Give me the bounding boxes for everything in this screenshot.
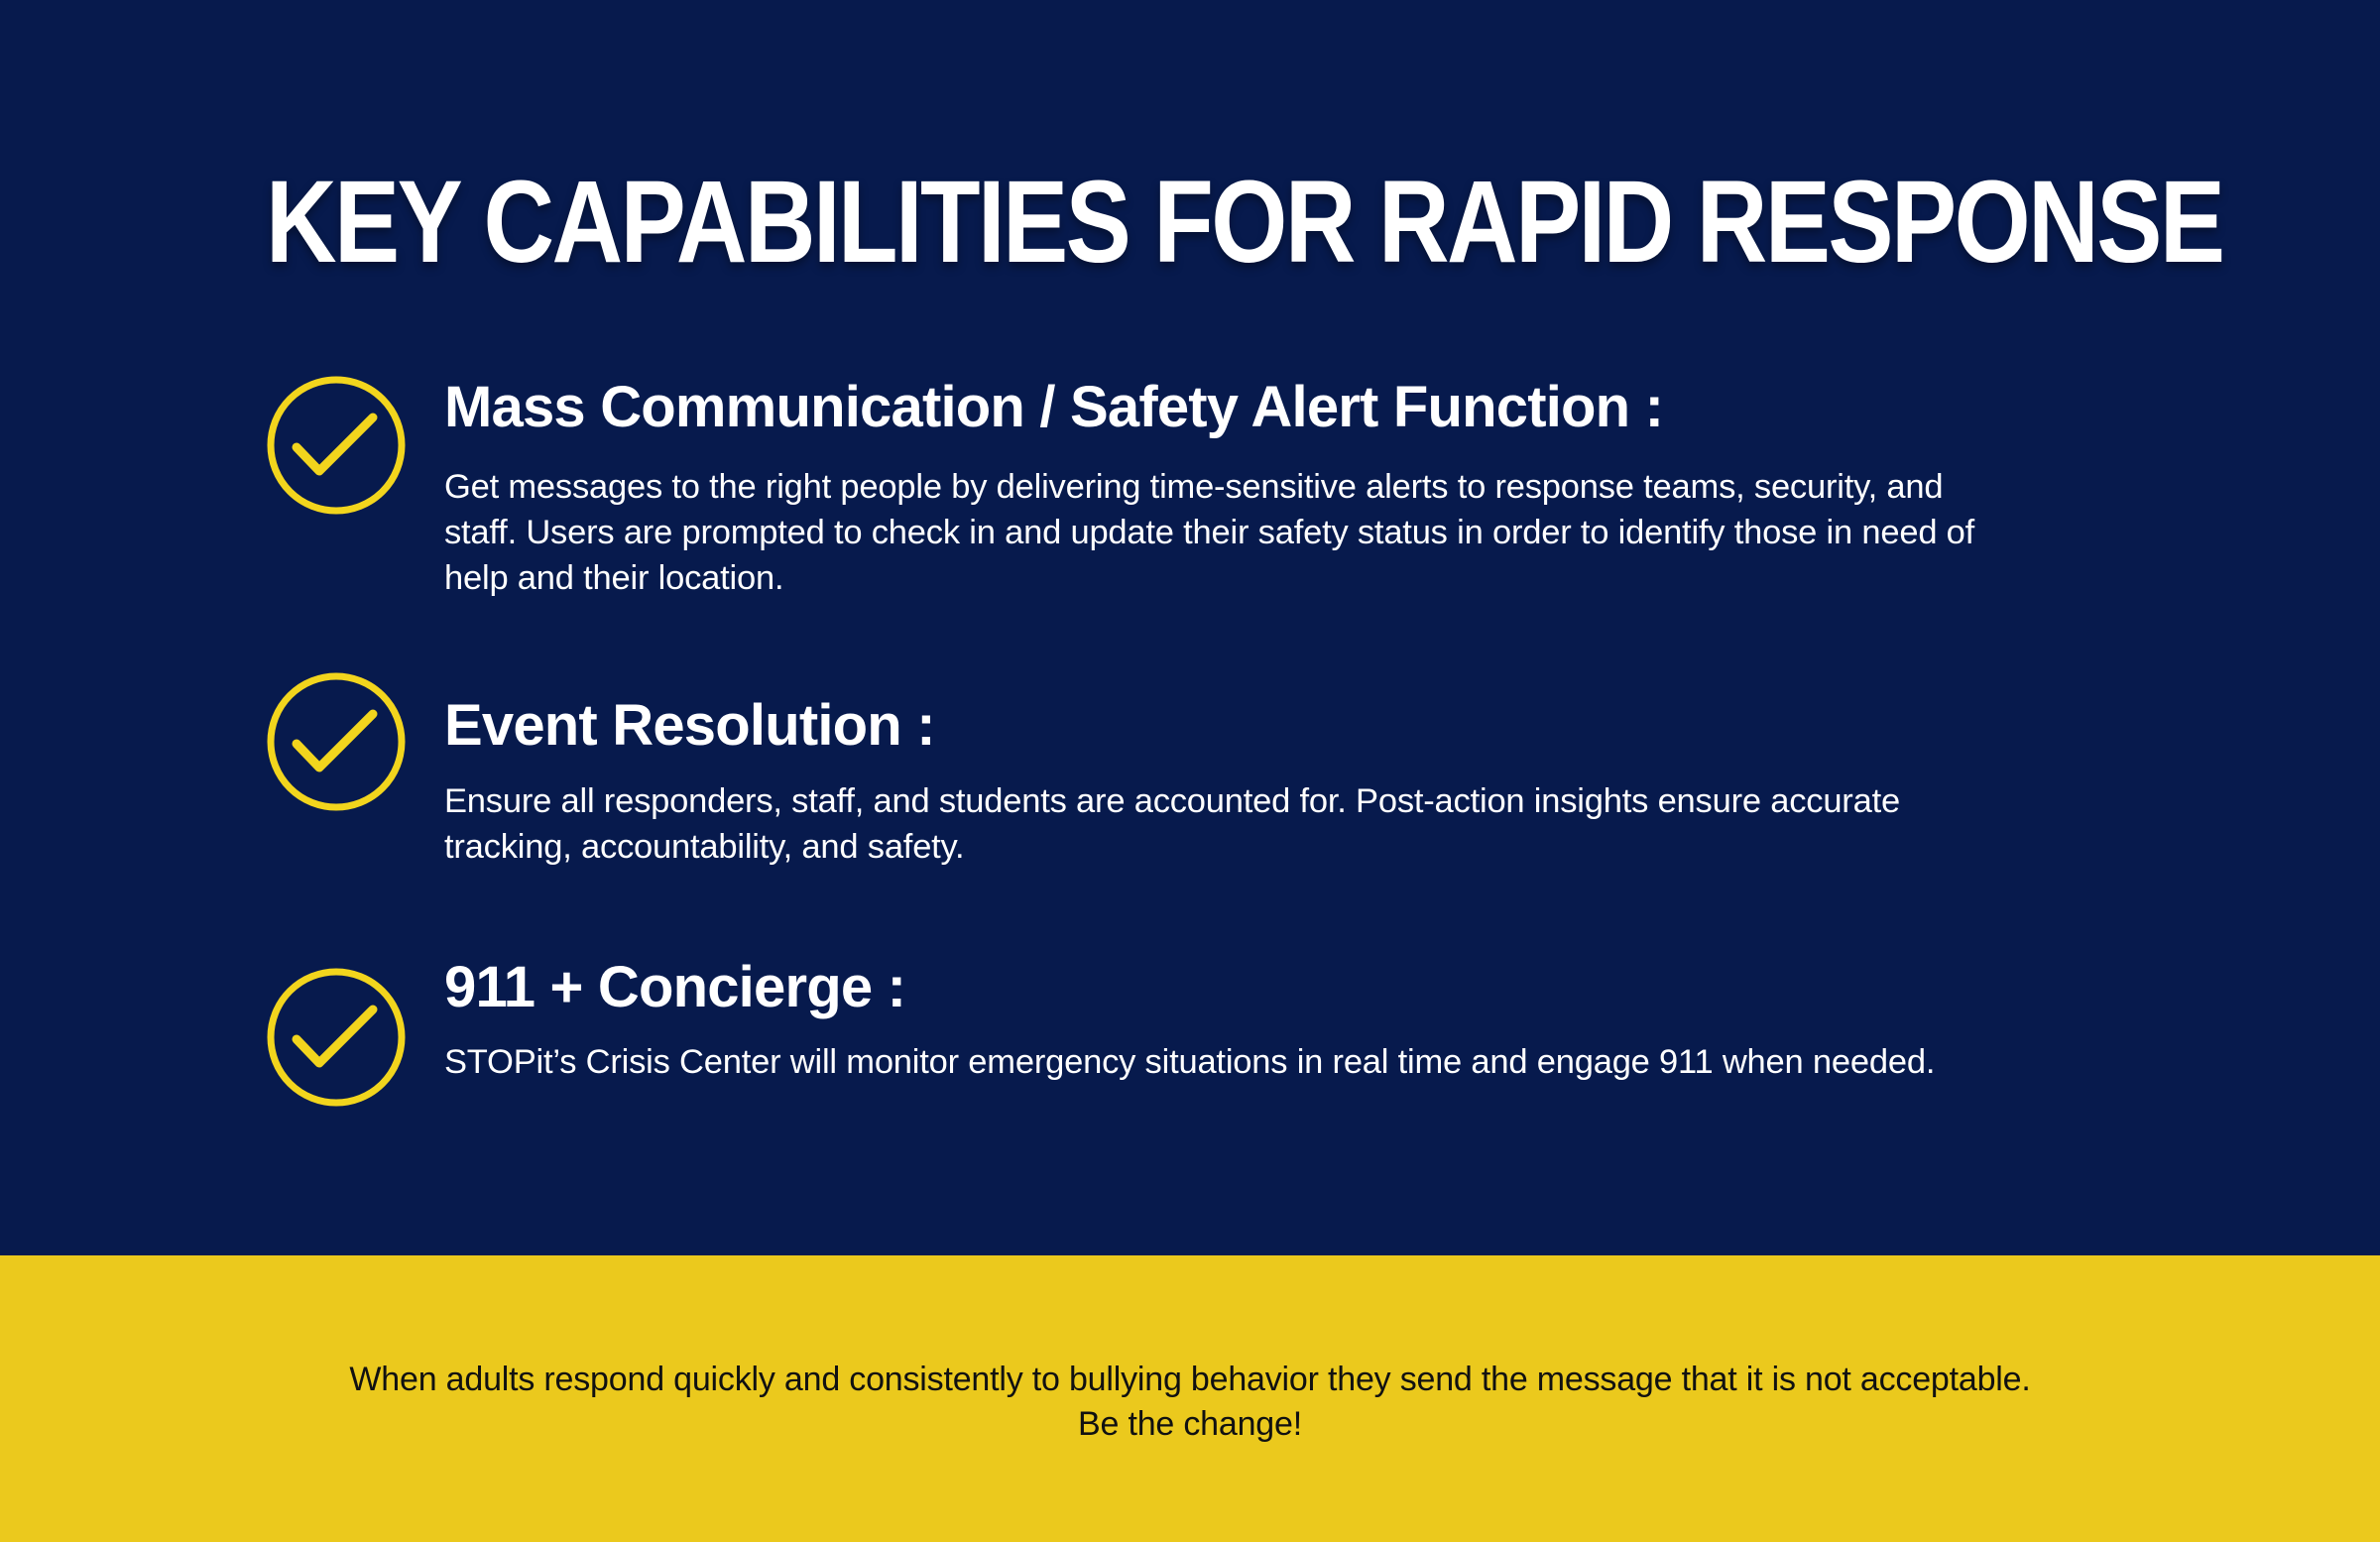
feature-title: Mass Communication / Safety Alert Function : xyxy=(444,375,1664,439)
feature-description: Get messages to the right people by delivering time-sensitive alerts to response teams, security, and staff. Users are prompted to check in and update their safety status in order to identify those in need of help and their location. xyxy=(444,468,1975,597)
feature-description: STOPit’s Crisis Center will monitor emergency situations in real time and engage 911 when needed. xyxy=(444,1043,1936,1081)
footer-message xyxy=(188,1358,2192,1447)
page-title: KEY CAPABILITIES FOR RAPID RESPONSE xyxy=(266,157,2223,288)
feature-description: Ensure all responders, staff, and students are accounted for. Post-action insights ensure accurate tracking, accountability, and safety. xyxy=(444,782,1900,866)
footer-line-2: Be the change! xyxy=(1078,1405,1302,1443)
check-circle-icon xyxy=(266,967,407,1108)
feature-title: 911 + Concierge : xyxy=(444,955,906,1019)
feature-title: Event Resolution : xyxy=(444,693,935,758)
check-circle-icon xyxy=(266,375,407,516)
footer-band xyxy=(0,1255,2380,1542)
footer-line-1: When adults respond quickly and consistently to bullying behavior they send the message that it is not acceptable. xyxy=(349,1361,2031,1398)
check-circle-icon xyxy=(266,671,407,812)
